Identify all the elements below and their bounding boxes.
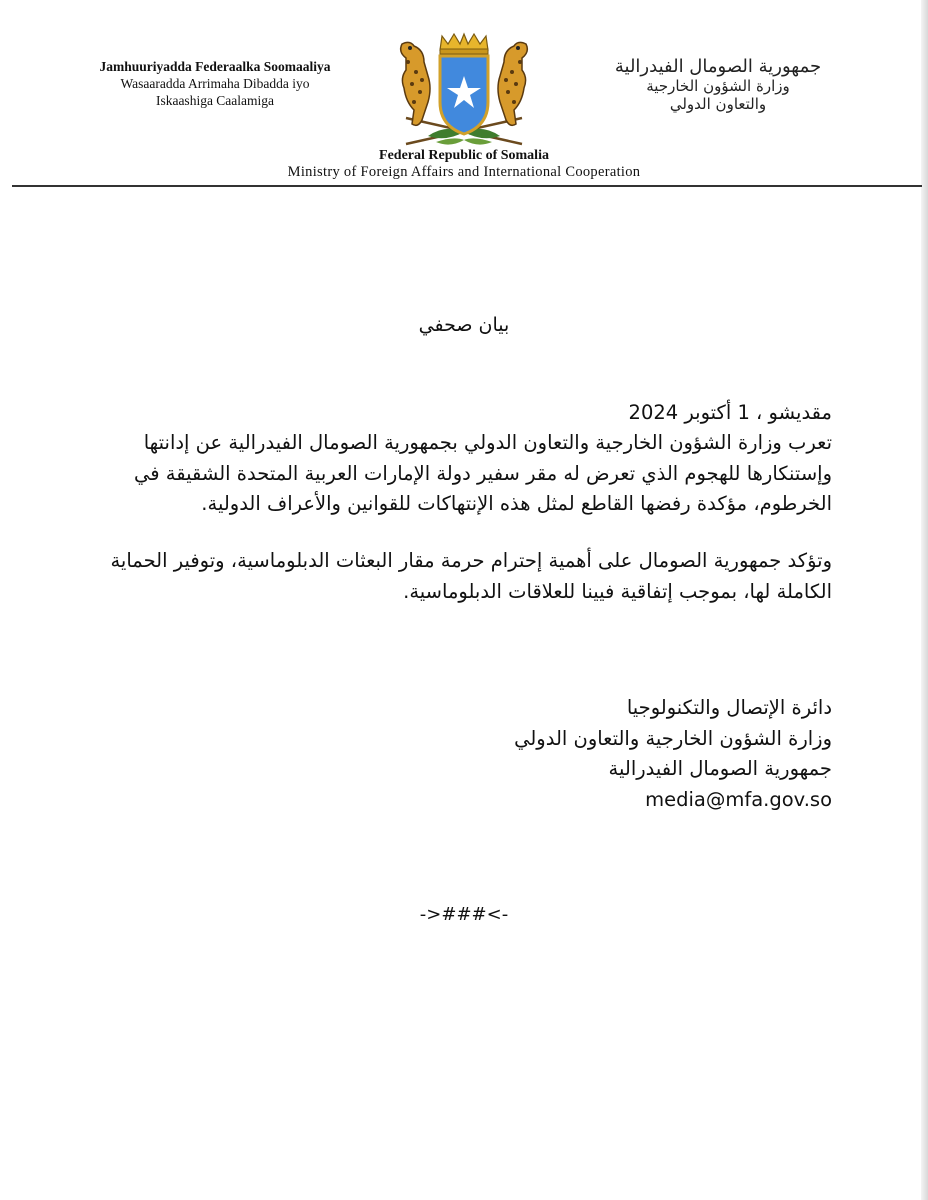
statement-date-line: مقديشو ، 1 أكتوبر 2024 [628,401,832,424]
paragraph-1-line: الخرطوم، مؤكدة رفضها القاطع لمثل هذه الإنتهاكات للقوانين والأعراف الدولية. [201,492,832,515]
letterhead-arabic [548,56,888,113]
letterhead-somali-line2: Wasaaradda Arrimaha Dibadda iyo [120,76,310,91]
letterhead-somali [30,58,400,109]
contact-email[interactable]: media@mfa.gov.so [645,787,832,811]
leopard-right-icon [498,42,527,125]
end-of-statement-mark: ->###<- [419,904,509,925]
letterhead-english-line2: Ministry of Foreign Affairs and International Cooperation [287,164,641,180]
statement-paragraph-1 [87,428,832,520]
paragraph-2-line: وتؤكد جمهورية الصومال على أهمية إحترام حرمة مقار البعثات الدبلوماسية، وتوفير الحماية [110,549,832,572]
flag-shield-icon [440,56,488,134]
statement-paragraph-2 [87,546,832,607]
letterhead-english-line1: Federal Republic of Somalia [379,148,549,163]
letterhead-arabic-line2: وزارة الشؤون الخارجية [646,77,790,95]
contact-country: جمهورية الصومال الفيدرالية [608,757,832,780]
paragraph-1-line: وإستنكارها للهجوم الذي تعرض له مقر سفير دولة الإمارات العربية المتحدة الشقيقة في [134,461,832,485]
crown-icon [440,34,488,54]
contact-block [87,693,832,815]
letterhead-arabic-line1: جمهورية الصومال الفيدرالية [614,56,822,77]
contact-ministry: وزارة الشؤون الخارجية والتعاون الدولي [514,726,832,750]
coat-of-arms-emblem [384,32,544,150]
letterhead-somali-line1: Jamhuuriyadda Federaalka Soomaaliya [99,59,331,74]
letterhead-divider [12,185,922,187]
paragraph-1-line: تعرب وزارة الشؤون الخارجية والتعاون الدولي بجمهورية الصومال الفيدرالية عن إدانتها [143,431,832,454]
letterhead-somali-line3: Iskaashiga Caalamiga [155,93,275,108]
paragraph-2-line: الكاملة لها، بموجب إتفاقية فيينا للعلاقات الدبلوماسية. [403,579,832,603]
leopard-left-icon [401,42,430,125]
statement-title: بيان صحفي [418,314,510,336]
letterhead-english [0,147,928,181]
letterhead-arabic-line3: والتعاون الدولي [669,95,767,113]
contact-department: دائرة الإتصال والتكنولوجيا [626,696,832,719]
